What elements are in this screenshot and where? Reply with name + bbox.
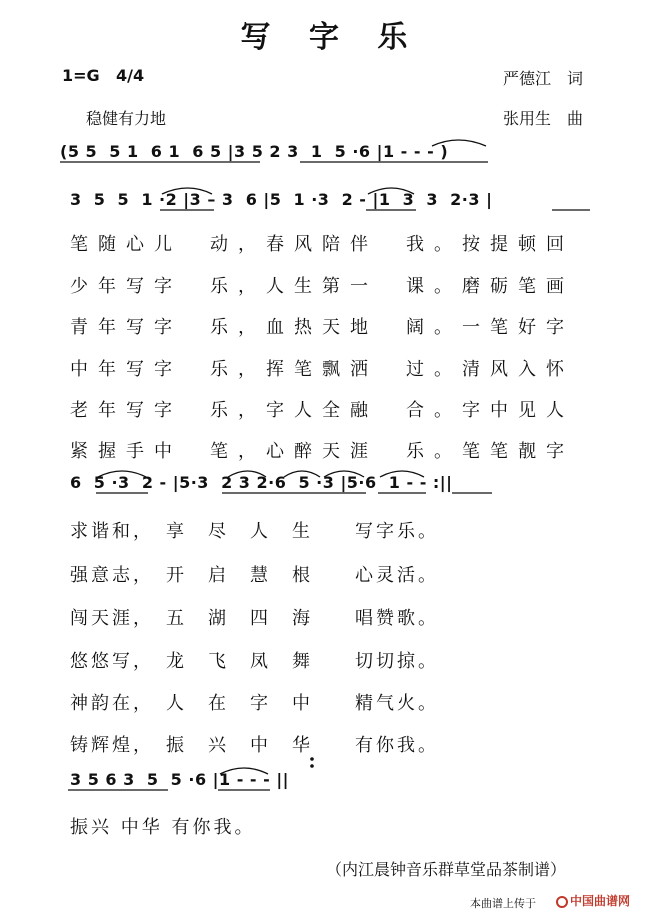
lyric-line: 闯天涯， 五 湖 四 海 唱赞歌。 bbox=[70, 608, 439, 629]
lyric-line: 求谐和， 享 尽 人 生 写字乐。 bbox=[70, 521, 439, 542]
slur-mark bbox=[162, 188, 212, 194]
transcription-credit: （内江晨钟音乐群草堂品茶制谱） bbox=[326, 860, 567, 879]
fermata-dot bbox=[310, 764, 314, 768]
lyric-line: 老年写字 乐，字人全融 合。字中见人 bbox=[70, 400, 574, 421]
site-logo-text: 中国曲谱网 bbox=[570, 894, 631, 908]
lyric-line: 悠悠写， 龙 飞 凤 舞 切切掠。 bbox=[70, 651, 439, 672]
lyric-line: 中年写字 乐，挥笔飘洒 过。清风入怀 bbox=[70, 359, 574, 380]
notation-line-verse-b: 6 5 ·3 2 - |5·3 2 3 2·6 5 ·3 |5·6 1 - - :|| bbox=[70, 473, 453, 492]
notation-line-verse-a: 3 5 5 1 ·2 |3 – 3 6 |5 1 ·3 2 - |1 3 3 2·3 | bbox=[70, 190, 493, 209]
lyric-line: 少年写字 乐，人生第一 课。磨砺笔画 bbox=[70, 276, 574, 297]
lyric-line: 神韵在， 人 在 字 中 精气火。 bbox=[70, 693, 439, 714]
slur-mark bbox=[432, 140, 486, 146]
slur-mark bbox=[324, 471, 364, 477]
upload-note: 本曲谱上传于 bbox=[470, 897, 536, 910]
lyric-line: 紧握手中 笔，心醉天涯 乐。笔笔靓字 bbox=[70, 441, 574, 462]
slur-mark bbox=[380, 471, 424, 477]
slur-mark bbox=[98, 471, 146, 477]
slur-mark bbox=[220, 768, 268, 774]
song-title: 写 字 乐 bbox=[240, 20, 422, 55]
tempo-marking: 稳健有力地 bbox=[86, 109, 167, 128]
lyric-line: 强意志， 开 启 慧 根 心灵活。 bbox=[70, 565, 439, 586]
slur-mark bbox=[368, 188, 414, 194]
fermata-dot bbox=[310, 757, 314, 761]
key-signature: 1=G bbox=[62, 66, 100, 85]
slur-mark bbox=[284, 471, 320, 477]
composer-credit: 张用生 曲 bbox=[503, 109, 584, 128]
coda-lyric: 振兴 中华 有你我。 bbox=[70, 817, 256, 838]
lyricist-credit: 严德江 词 bbox=[503, 69, 584, 88]
lyric-line: 笔随心儿 动，春风陪伴 我。按提顿回 bbox=[70, 234, 574, 255]
notation-line-intro: (5 5 5 1 6 1 6 5 |3 5 2 3 1 5 ·6 |1 - - - ) bbox=[60, 142, 449, 161]
lyric-line: 青年写字 乐，血热天地 阔。一笔好字 bbox=[70, 317, 574, 338]
time-signature: 4/4 bbox=[116, 66, 145, 85]
lyric-line: 铸辉煌， 振 兴 中 华 有你我。 bbox=[70, 735, 439, 756]
slur-mark bbox=[228, 471, 266, 477]
notation-line-coda: 3 5 6 3 5 5 ·6 |1 - - - || bbox=[70, 770, 290, 789]
